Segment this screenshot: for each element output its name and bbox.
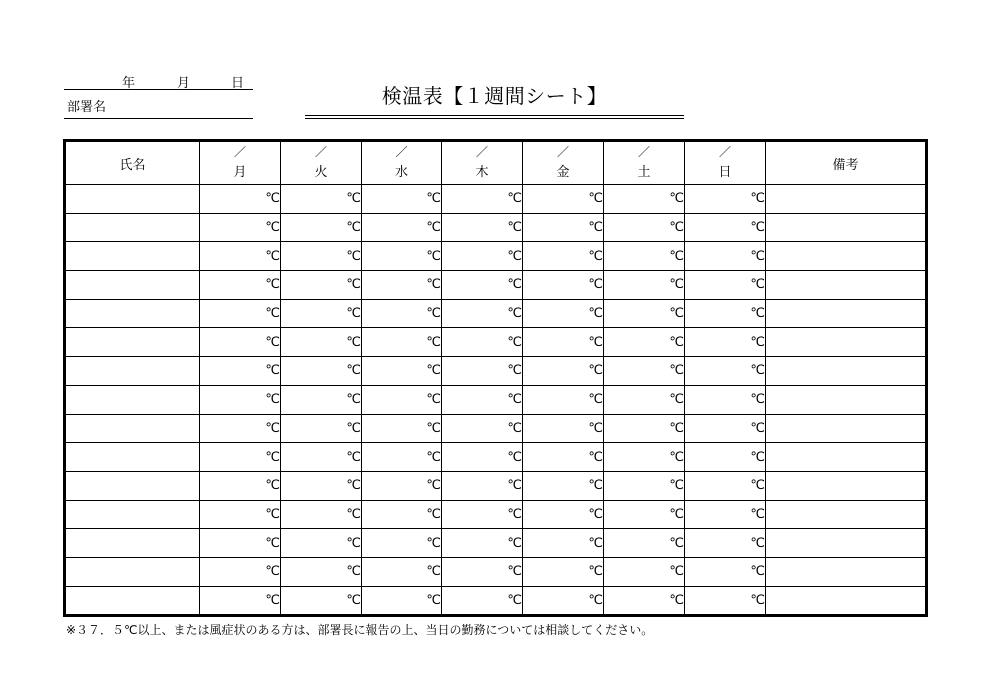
remarks-cell[interactable] <box>766 185 927 214</box>
remarks-cell[interactable] <box>766 500 927 529</box>
temperature-cell[interactable]: ℃ <box>685 414 766 443</box>
remarks-cell[interactable] <box>766 357 927 386</box>
temperature-cell[interactable]: ℃ <box>523 299 604 328</box>
temperature-cell[interactable]: ℃ <box>362 299 442 328</box>
day-header-tue[interactable]: ／ 火 <box>281 141 362 185</box>
remarks-cell[interactable] <box>766 328 927 357</box>
temperature-cell[interactable]: ℃ <box>281 271 362 300</box>
remarks-cell[interactable] <box>766 529 927 558</box>
footer-note: ※３７．５℃以上、または風症状のある方は、部署長に報告の上、当日の勤務については相談してください。 <box>66 623 654 637</box>
temperature-cell[interactable]: ℃ <box>523 185 604 214</box>
table-row <box>65 586 927 616</box>
remarks-cell[interactable] <box>766 471 927 500</box>
temperature-cell[interactable]: ℃ <box>685 385 766 414</box>
temperature-cell[interactable]: ℃ <box>523 471 604 500</box>
table-row <box>65 242 927 271</box>
temperature-cell[interactable]: ℃ <box>281 213 362 242</box>
temperature-cell[interactable]: ℃ <box>362 213 442 242</box>
name-cell[interactable] <box>65 557 200 586</box>
temperature-cell[interactable]: ℃ <box>281 414 362 443</box>
day-header-sat[interactable]: ／ 土 <box>604 141 685 185</box>
name-cell[interactable] <box>65 213 200 242</box>
temperature-cell[interactable]: ℃ <box>685 185 766 214</box>
temperature-cell[interactable]: ℃ <box>685 443 766 472</box>
temperature-cell[interactable]: ℃ <box>685 271 766 300</box>
name-header: 氏名 <box>65 141 200 185</box>
temperature-cell[interactable]: ℃ <box>604 385 685 414</box>
department-field[interactable] <box>64 92 253 119</box>
temperature-cell[interactable]: ℃ <box>604 471 685 500</box>
temperature-cell[interactable]: ℃ <box>362 500 442 529</box>
temperature-cell[interactable]: ℃ <box>200 586 281 616</box>
day-label: 日 <box>231 76 245 91</box>
temperature-cell[interactable]: ℃ <box>281 557 362 586</box>
table-row <box>65 471 927 500</box>
temperature-cell[interactable]: ℃ <box>523 385 604 414</box>
remarks-cell[interactable] <box>766 299 927 328</box>
temperature-cell[interactable]: ℃ <box>442 557 523 586</box>
temperature-cell[interactable]: ℃ <box>685 471 766 500</box>
day-header-mon[interactable]: ／ 月 <box>200 141 281 185</box>
temperature-cell[interactable]: ℃ <box>523 357 604 386</box>
temperature-cell[interactable]: ℃ <box>604 557 685 586</box>
temperature-cell[interactable]: ℃ <box>281 471 362 500</box>
temperature-cell[interactable]: ℃ <box>685 500 766 529</box>
temperature-cell[interactable]: ℃ <box>523 242 604 271</box>
temperature-cell[interactable]: ℃ <box>604 529 685 558</box>
name-cell[interactable] <box>65 271 200 300</box>
name-cell[interactable] <box>65 529 200 558</box>
table-row <box>65 299 927 328</box>
temperature-cell[interactable]: ℃ <box>604 299 685 328</box>
day-header-fri[interactable]: ／ 金 <box>523 141 604 185</box>
table-row <box>65 385 927 414</box>
remarks-header: 備考 <box>766 141 927 185</box>
temperature-cell[interactable]: ℃ <box>362 357 442 386</box>
temperature-cell[interactable]: ℃ <box>685 242 766 271</box>
temperature-cell[interactable]: ℃ <box>442 328 523 357</box>
temperature-cell[interactable]: ℃ <box>200 529 281 558</box>
temperature-cell[interactable]: ℃ <box>281 586 362 616</box>
temperature-cell[interactable]: ℃ <box>200 471 281 500</box>
temperature-cell[interactable]: ℃ <box>523 443 604 472</box>
temperature-cell[interactable]: ℃ <box>362 242 442 271</box>
year-label: 年 <box>122 76 136 91</box>
temperature-cell[interactable]: ℃ <box>200 328 281 357</box>
temperature-cell[interactable]: ℃ <box>604 213 685 242</box>
temperature-cell[interactable]: ℃ <box>442 299 523 328</box>
day-header-wed[interactable]: ／ 水 <box>362 141 442 185</box>
temperature-cell[interactable]: ℃ <box>523 271 604 300</box>
temperature-cell[interactable]: ℃ <box>281 529 362 558</box>
table-row <box>65 185 927 214</box>
remarks-cell[interactable] <box>766 443 927 472</box>
temperature-cell[interactable]: ℃ <box>200 357 281 386</box>
temperature-cell[interactable]: ℃ <box>362 271 442 300</box>
temperature-cell[interactable]: ℃ <box>362 385 442 414</box>
temperature-cell[interactable]: ℃ <box>604 271 685 300</box>
month-label: 月 <box>177 76 191 91</box>
temperature-cell[interactable]: ℃ <box>442 385 523 414</box>
temperature-cell[interactable]: ℃ <box>200 299 281 328</box>
temperature-cell[interactable]: ℃ <box>200 385 281 414</box>
table-row <box>65 328 927 357</box>
name-cell[interactable] <box>65 185 200 214</box>
temperature-cell[interactable]: ℃ <box>523 529 604 558</box>
temperature-cell[interactable]: ℃ <box>685 213 766 242</box>
temperature-table <box>63 139 928 617</box>
name-cell[interactable] <box>65 443 200 472</box>
temperature-cell[interactable]: ℃ <box>523 586 604 616</box>
remarks-cell[interactable] <box>766 385 927 414</box>
day-header-thu[interactable]: ／ 木 <box>442 141 523 185</box>
temperature-cell[interactable]: ℃ <box>362 185 442 214</box>
temperature-cell[interactable]: ℃ <box>523 328 604 357</box>
name-cell[interactable] <box>65 471 200 500</box>
remarks-cell[interactable] <box>766 242 927 271</box>
temperature-cell[interactable]: ℃ <box>200 500 281 529</box>
temperature-cell[interactable]: ℃ <box>685 557 766 586</box>
temperature-cell[interactable]: ℃ <box>685 299 766 328</box>
remarks-cell[interactable] <box>766 414 927 443</box>
temperature-cell[interactable]: ℃ <box>442 443 523 472</box>
name-cell[interactable] <box>65 242 200 271</box>
temperature-cell[interactable]: ℃ <box>200 213 281 242</box>
temperature-cell[interactable]: ℃ <box>523 500 604 529</box>
temperature-cell[interactable]: ℃ <box>281 385 362 414</box>
temperature-cell[interactable]: ℃ <box>442 185 523 214</box>
name-cell[interactable] <box>65 357 200 386</box>
table-row <box>65 529 927 558</box>
temperature-cell[interactable]: ℃ <box>442 242 523 271</box>
temperature-cell[interactable]: ℃ <box>604 443 685 472</box>
temperature-cell[interactable]: ℃ <box>442 586 523 616</box>
temperature-cell[interactable]: ℃ <box>200 443 281 472</box>
temperature-cell[interactable]: ℃ <box>685 586 766 616</box>
temperature-cell[interactable]: ℃ <box>281 500 362 529</box>
day-header-sun[interactable]: ／ 日 <box>685 141 766 185</box>
temperature-cell[interactable]: ℃ <box>604 185 685 214</box>
temperature-cell[interactable]: ℃ <box>523 557 604 586</box>
temperature-cell[interactable]: ℃ <box>200 414 281 443</box>
name-cell[interactable] <box>65 414 200 443</box>
header-row <box>65 141 927 185</box>
temperature-cell[interactable]: ℃ <box>442 529 523 558</box>
name-cell[interactable] <box>65 385 200 414</box>
temperature-cell[interactable]: ℃ <box>604 242 685 271</box>
table-row <box>65 443 927 472</box>
title-double-rule <box>305 115 684 119</box>
temperature-cell[interactable]: ℃ <box>362 471 442 500</box>
remarks-cell[interactable] <box>766 557 927 586</box>
name-cell[interactable] <box>65 299 200 328</box>
temperature-cell[interactable]: ℃ <box>362 557 442 586</box>
temperature-cell[interactable]: ℃ <box>362 414 442 443</box>
temperature-cell[interactable]: ℃ <box>604 500 685 529</box>
temperature-cell[interactable]: ℃ <box>523 414 604 443</box>
temperature-cell[interactable]: ℃ <box>685 357 766 386</box>
table-row <box>65 357 927 386</box>
temperature-cell[interactable]: ℃ <box>281 242 362 271</box>
temperature-cell[interactable]: ℃ <box>442 271 523 300</box>
temperature-cell[interactable]: ℃ <box>200 271 281 300</box>
temperature-cell[interactable]: ℃ <box>281 357 362 386</box>
temperature-cell[interactable]: ℃ <box>200 185 281 214</box>
temperature-cell[interactable]: ℃ <box>200 242 281 271</box>
temperature-cell[interactable]: ℃ <box>281 299 362 328</box>
temperature-cell[interactable]: ℃ <box>281 328 362 357</box>
temperature-cell[interactable]: ℃ <box>362 529 442 558</box>
temperature-cell[interactable]: ℃ <box>442 500 523 529</box>
page-title: 検温表【１週間シート】 <box>381 84 608 108</box>
temperature-cell[interactable]: ℃ <box>362 586 442 616</box>
temperature-cell[interactable]: ℃ <box>362 443 442 472</box>
temperature-cell[interactable]: ℃ <box>685 529 766 558</box>
department-label: 部署名 <box>67 100 107 115</box>
remarks-cell[interactable] <box>766 586 927 616</box>
table-row <box>65 271 927 300</box>
temperature-cell[interactable]: ℃ <box>604 357 685 386</box>
temperature-cell[interactable]: ℃ <box>281 443 362 472</box>
date-line <box>64 70 253 90</box>
temperature-cell[interactable]: ℃ <box>362 328 442 357</box>
table-row <box>65 414 927 443</box>
temperature-cell[interactable]: ℃ <box>442 213 523 242</box>
remarks-cell[interactable] <box>766 213 927 242</box>
name-cell[interactable] <box>65 328 200 357</box>
table-row <box>65 557 927 586</box>
temperature-cell[interactable]: ℃ <box>442 414 523 443</box>
temperature-cell[interactable]: ℃ <box>442 357 523 386</box>
temperature-cell[interactable]: ℃ <box>442 471 523 500</box>
temperature-cell[interactable]: ℃ <box>604 328 685 357</box>
table-row <box>65 213 927 242</box>
temperature-cell[interactable]: ℃ <box>281 185 362 214</box>
table-row <box>65 500 927 529</box>
name-cell[interactable] <box>65 500 200 529</box>
temperature-cell[interactable]: ℃ <box>604 414 685 443</box>
temperature-cell[interactable]: ℃ <box>200 557 281 586</box>
remarks-cell[interactable] <box>766 271 927 300</box>
name-cell[interactable] <box>65 586 200 616</box>
temperature-cell[interactable]: ℃ <box>685 328 766 357</box>
temperature-cell[interactable]: ℃ <box>604 586 685 616</box>
temperature-cell[interactable]: ℃ <box>523 213 604 242</box>
